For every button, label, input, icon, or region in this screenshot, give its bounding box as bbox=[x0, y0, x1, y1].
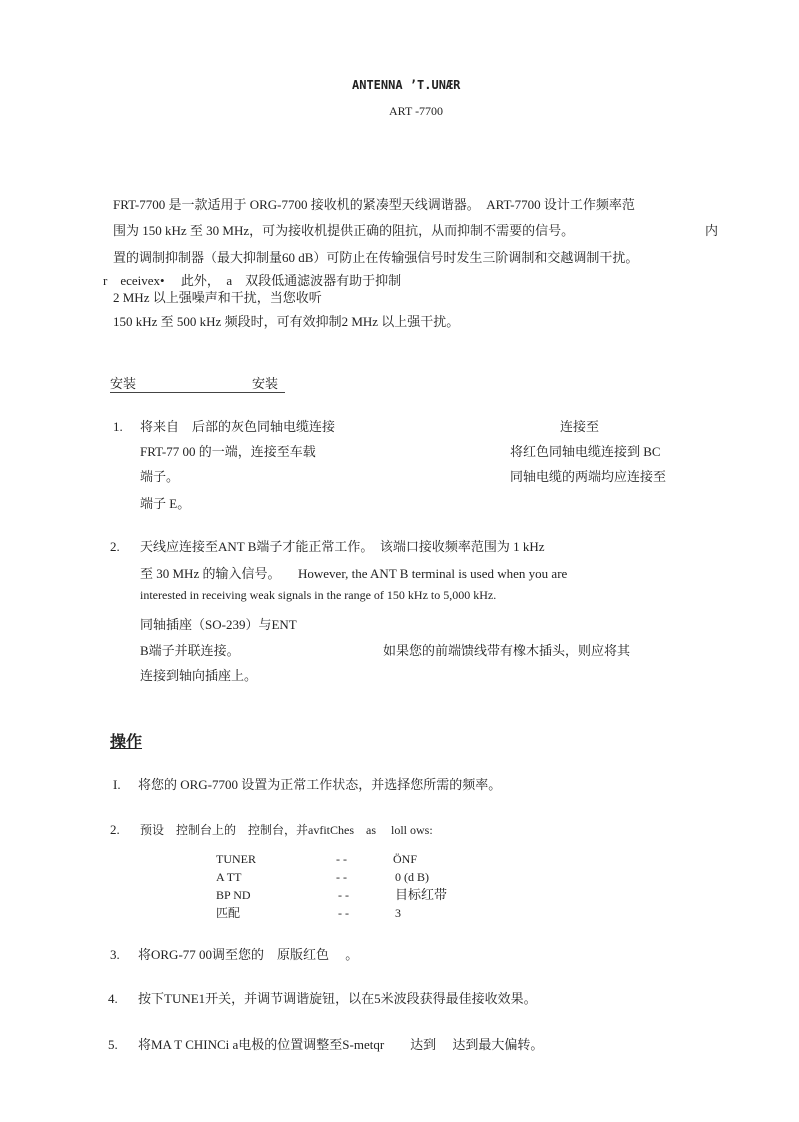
setting-sep: - - bbox=[336, 870, 347, 884]
document-subtitle: ART -7700 bbox=[389, 104, 444, 118]
intro-line: 内 bbox=[705, 223, 719, 238]
setting-value: 目标红带 bbox=[395, 887, 448, 902]
item1-line: 端子 E。 bbox=[140, 496, 191, 511]
step-number: 2. bbox=[110, 822, 120, 837]
setting-value: 3 bbox=[395, 906, 401, 920]
step-number: I. bbox=[113, 777, 121, 792]
intro-line: FRT-7700 是一款适用于 ORG-7700 接收机的紧凑型天线调谐器。 ART-7700 设计工作频率范 bbox=[113, 197, 635, 212]
item2-line: 至 30 MHz 的输入信号。 bbox=[140, 566, 281, 581]
step-number: 4. bbox=[108, 991, 118, 1006]
setting-sep: - - bbox=[336, 852, 347, 866]
item2-line: 同轴插座（SO-239）与ENT bbox=[140, 617, 297, 632]
item1-right: 连接至 bbox=[560, 419, 600, 434]
intro-line: 围为 150 kHz 至 30 MHz，可为接收机提供正确的阻抗，从而抑制不需要的信号。 bbox=[113, 223, 575, 238]
item-number: 2. bbox=[110, 539, 120, 554]
operation-heading: 操作 bbox=[110, 734, 143, 751]
item-number: 1. bbox=[113, 419, 123, 434]
setting-value: 0 (d B) bbox=[395, 870, 429, 884]
setting-sep: - - bbox=[338, 888, 349, 902]
item1-line: 将来自 后部的灰色同轴电缆连接 bbox=[140, 419, 336, 434]
item2-line: 连接到轴向插座上。 bbox=[140, 668, 258, 683]
item1-right: 将红色同轴电缆连接到 BC bbox=[510, 444, 661, 459]
intro-line: 置的调制抑制器（最大抑制量60 dB）可防止在传输强信号时发生三阶调制和交越调制干扰。 bbox=[113, 250, 639, 265]
item1-line: FRT-77 00 的一端，连接至车载 bbox=[140, 444, 316, 459]
setting-name: TUNER bbox=[216, 852, 256, 866]
setting-sep: - - bbox=[338, 906, 349, 920]
item2-line: 天线应连接至ANT B端子才能正常工作。 该端口接收频率范围为 1 kHz bbox=[140, 539, 545, 554]
step-text: 将ORG-77 00调至您的 原版红色 。 bbox=[138, 947, 359, 962]
item1-right: 同轴电缆的两端均应连接至 bbox=[510, 469, 667, 484]
step-text: 按下TUNE1开关，并调节调谐旋钮，以在5米波段获得最佳接收效果。 bbox=[138, 991, 537, 1006]
step-text: 将MA T CHINCi a电极的位置调整至S-metqr 达到 达到最大偏转。 bbox=[138, 1037, 544, 1052]
setting-value: ÖNF bbox=[393, 852, 418, 866]
setting-name: 匹配 bbox=[216, 906, 241, 920]
installation-heading-2: 安装 bbox=[252, 376, 279, 391]
step-number: 5. bbox=[108, 1037, 118, 1052]
item2-line: interested in receiving weak signals in the range of 150 kHz to 5,000 kHz. bbox=[140, 588, 497, 602]
item2-line: 如果您的前端馈线带有橡木插头，则应将其 bbox=[383, 643, 631, 658]
intro-line: 2 MHz 以上强噪声和干扰，当您收听 bbox=[113, 290, 322, 305]
step-text: 预设 控制台上的 控制台，并avfitChes as loll ows: bbox=[140, 823, 433, 837]
installation-heading: 安装 bbox=[110, 376, 137, 391]
item2-line: B端子并联连接。 bbox=[140, 643, 240, 658]
item2-line: However, the ANT B terminal is used when you are bbox=[298, 566, 568, 581]
intro-line: 150 kHz 至 500 kHz 频段时，可有效抑制2 MHz 以上强干扰。 bbox=[113, 314, 460, 329]
intro-line: r eceivex• 此外， a 双段低通滤波器有助于抑制 bbox=[103, 273, 402, 288]
step-text: 将您的 ORG-7700 设置为正常工作状态，并选择您所需的频率。 bbox=[138, 777, 502, 792]
setting-name: BP ND bbox=[216, 888, 251, 902]
heading-underline bbox=[110, 392, 285, 393]
setting-name: A TT bbox=[216, 870, 242, 884]
item1-line: 端子。 bbox=[140, 469, 180, 484]
step-number: 3. bbox=[110, 947, 120, 962]
document-title: ANTENNA ’T.UNÆR bbox=[352, 78, 461, 92]
